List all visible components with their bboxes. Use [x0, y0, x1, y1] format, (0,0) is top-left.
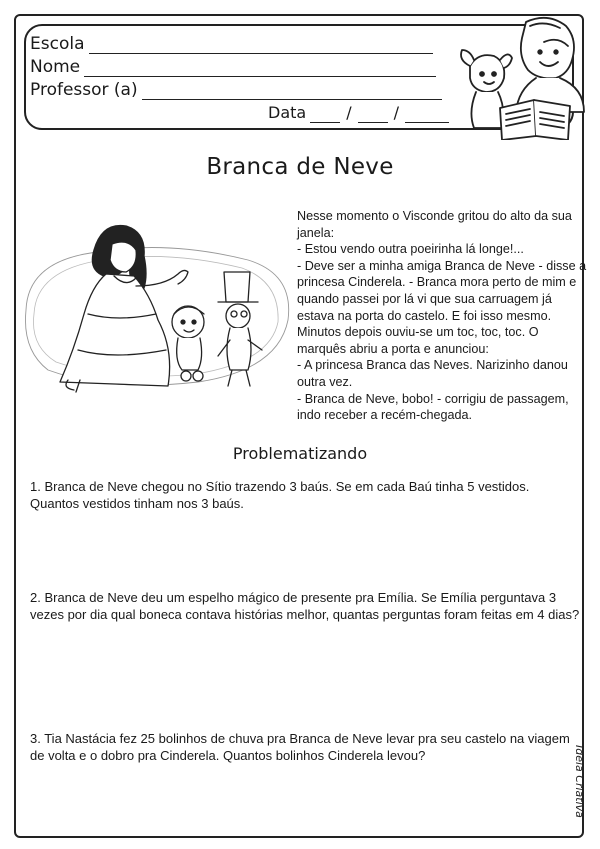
date-year-field[interactable]	[405, 106, 449, 123]
story-paragraph: - Deve ser a minha amiga Branca de Neve - disse a princesa Cinderela. - Branca mora perto de mim e quando passei por lá vi que sua carruagem já estava na porta do castelo. E foi isso mesmo. Minutos depois ouviu-se um toc, toc, toc. O marquês abriu a porta e anunciou:	[297, 258, 587, 356]
story-paragraph: - Estou vendo outra poeirinha lá longe!...	[297, 242, 524, 257]
teacher-field[interactable]	[142, 83, 442, 100]
teacher-row	[30, 80, 442, 100]
question-2: 2. Branca de Neve deu um espelho mágico de presente pra Emília. Se Emília perguntava 3 vezes por dia qual boneca contava histórias melhor, quantas perguntas foram feitas em 4 dias?	[30, 590, 580, 622]
school-label: Escola	[30, 34, 85, 54]
question-3: 3. Tia Nastácia fez 25 bolinhos de chuva pra Branca de Neve levar pra seu castelo na viagem de volta e o dobro pra Cinderela. Quantos bolinhos Cinderela levou?	[30, 731, 570, 763]
story-paragraph: Nesse momento o Visconde gritou do alto da sua janela:	[297, 209, 572, 240]
school-field[interactable]	[89, 37, 433, 54]
date-label: Data	[268, 103, 307, 122]
section-title: Problematizando	[232, 444, 368, 463]
page-title: Branca de Neve	[206, 154, 394, 180]
date-row	[268, 103, 453, 123]
question-1: 1. Branca de Neve chegou no Sítio trazendo 3 baús. Se em cada Baú tinha 5 vestidos. Quantos vestidos tinham nos 3 baús.	[30, 479, 530, 511]
snow-white-illustration	[18, 210, 298, 400]
date-day-field[interactable]	[310, 106, 340, 123]
story-paragraph: - A princesa Branca das Neves. Narizinho danou outra vez.	[297, 358, 568, 389]
watermark-credit: Ideia Criativa	[573, 745, 586, 818]
date-separator-2: /	[393, 103, 399, 122]
school-row	[30, 34, 433, 54]
name-row	[30, 57, 436, 77]
date-separator-1: /	[346, 103, 352, 122]
date-month-field[interactable]	[358, 106, 388, 123]
name-field[interactable]	[84, 60, 436, 77]
teacher-reading-illustration	[448, 16, 588, 140]
story-paragraph: - Branca de Neve, bobo! - corrigiu de passagem, indo receber a recém-chegada.	[297, 391, 569, 423]
story-text	[297, 208, 587, 424]
name-label: Nome	[30, 57, 81, 77]
teacher-label: Professor (a)	[30, 80, 138, 100]
